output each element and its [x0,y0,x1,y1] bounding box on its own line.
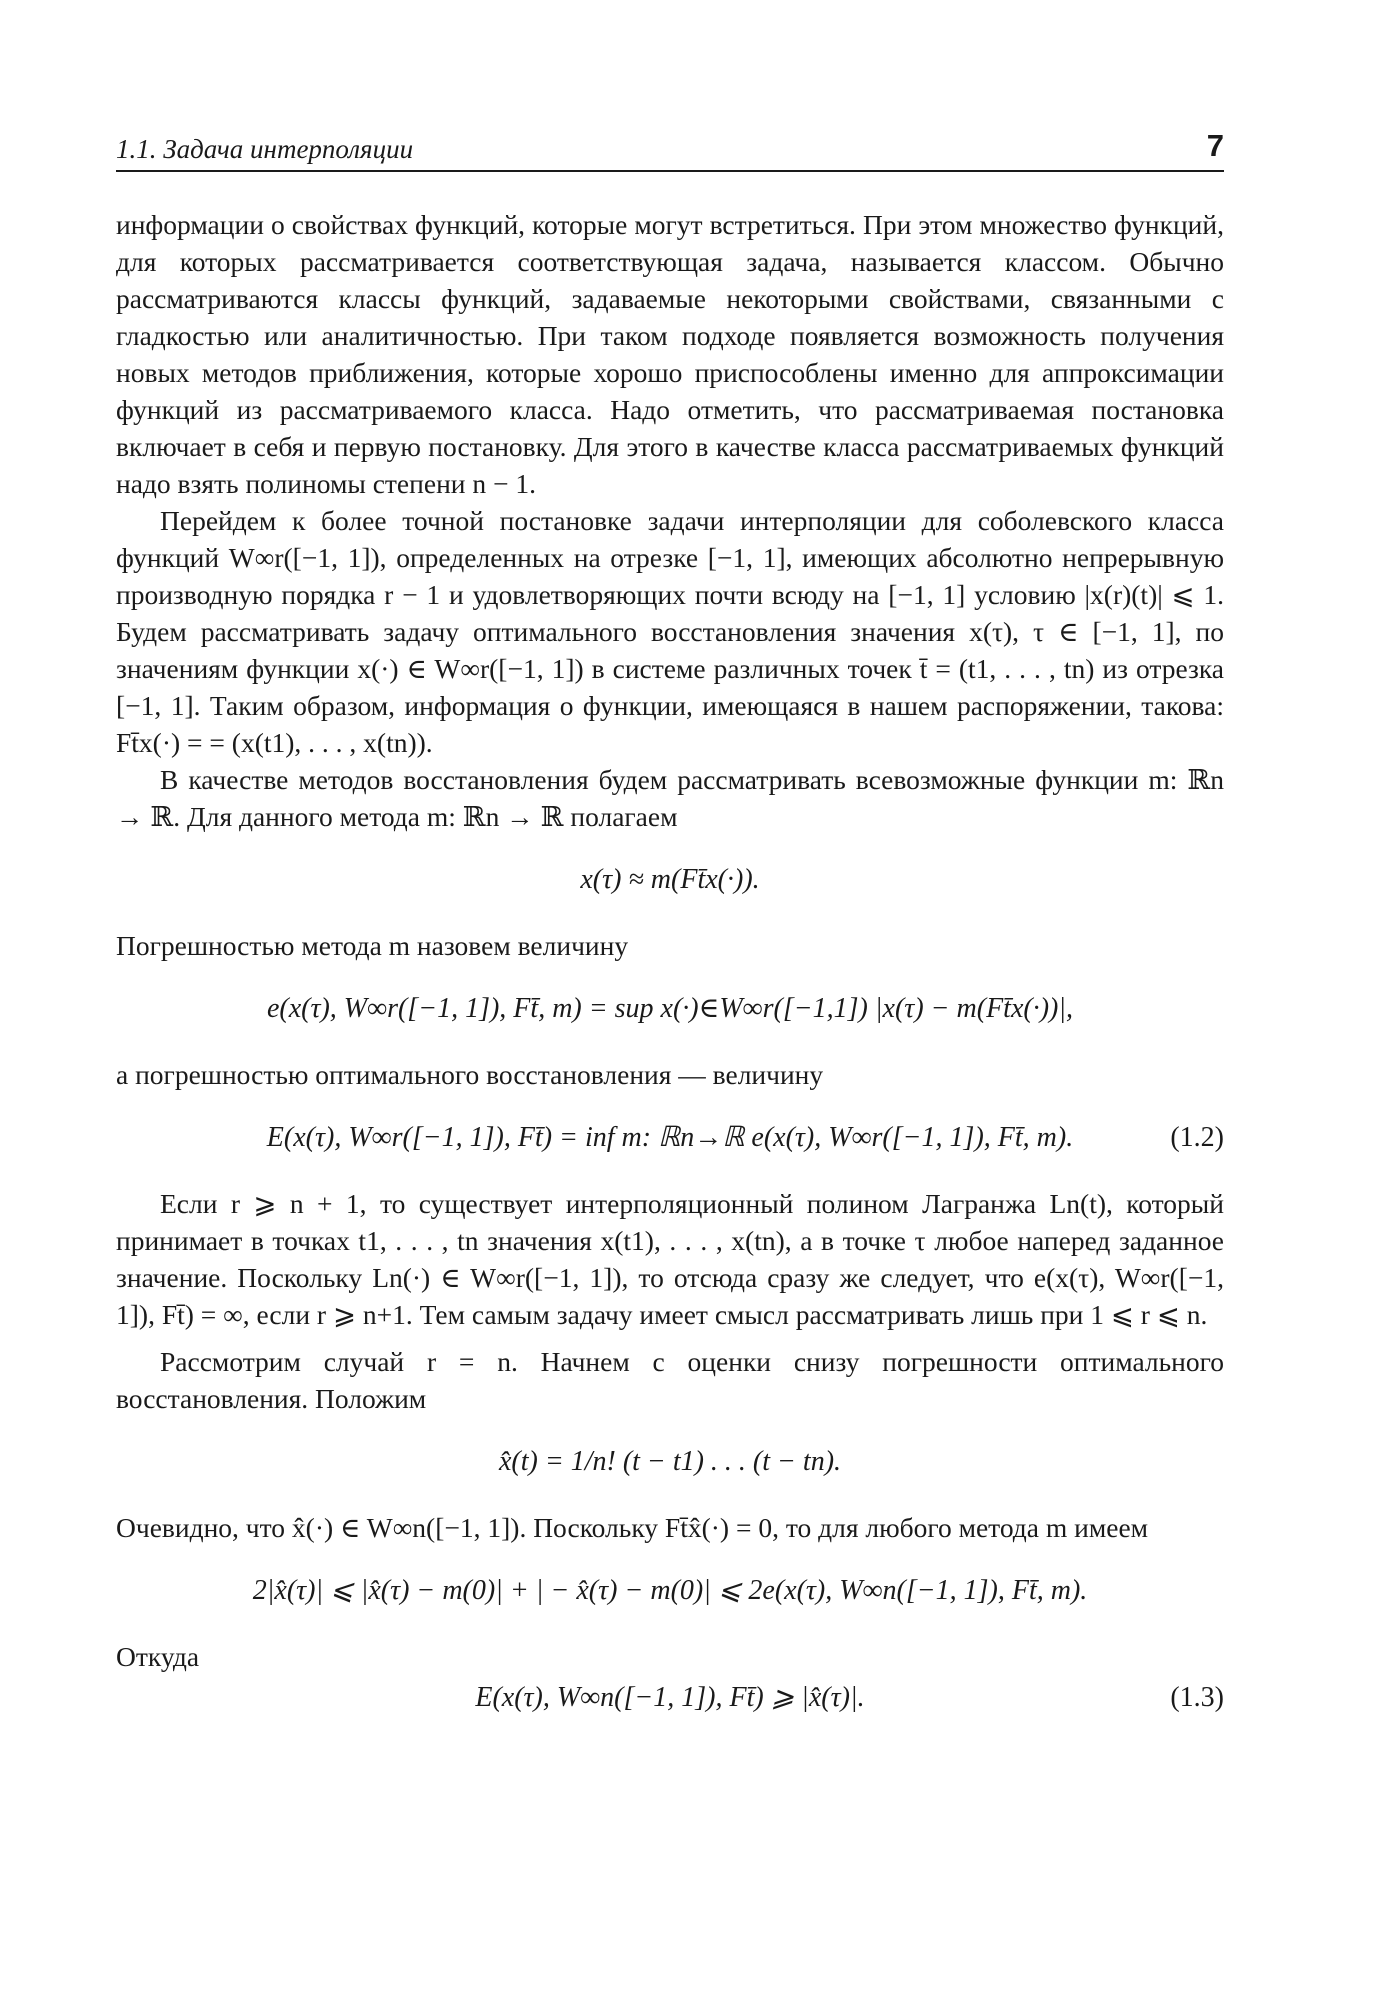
paragraph-6: Если r ⩾ n + 1, то существует интерполяционный полином Лагранжа Ln(t), который принимает в точках t1, . . . , tn значения x(t1), . . . , x(tn), а в точке τ любое наперед заданное значение. Поскольку Ln(·) ∈ W∞r([−1, 1]), то отсюда сразу же следует, что e(x(τ), W∞r([−1, 1]), Ft̄) = ∞, если r ⩾ n+1. Тем самым задачу имеет смысл рассматривать лишь при 1 ⩽ r ⩽ n. [116,1188,1224,1330]
formula-method-error: e(x(τ), W∞r([−1, 1]), Ft̄, m) = sup x(·)∈W∞r([−1,1]) |x(τ) − m(Ft̄x(·))|, [266,993,1074,1024]
formula-approximation: x(τ) ≈ m(Ft̄x(·)). [580,864,760,895]
paragraph-1: информации о свойствах функций, которые могут встретиться. При этом множество функций, для которых рассматривается соответствующая задача, называется классом. Обычно рассматриваются классы функций, задаваемые некоторыми свойствами, связанными с гладкостью или аналитичностью. При таком подходе появляется возможность получения новых методов приближения, которые хорошо приспособлены именно для аппроксимации функций из рассматриваемого класса. Надо отметить, что рассматриваемая постановка включает в себя и первую постановку. Для этого в качестве класса рассматриваемых функций надо взять полиномы степени n − 1. [116,209,1224,499]
paragraph-8: Очевидно, что x̂(·) ∈ W∞n([−1, 1]). Поскольку Ft̄x̂(·) = 0, то для любого метода m имеем [116,1512,1149,1543]
page-body [116,206,1224,1719]
paragraph-5: а погрешностью оптимального восстановления — величину [116,1059,824,1090]
paragraph-3: В качестве методов восстановления будем рассматривать всевозможные функции m: ℝn → ℝ. Для данного метода m: ℝn → ℝ полагаем [116,764,1224,832]
page-number: 7 [1206,128,1224,163]
paragraph-7: Рассмотрим случай r = n. Начнем с оценки снизу погрешности оптимального восстановления. Положим [116,1346,1224,1414]
formula-1-2 [116,1119,1224,1159]
paragraph-4: Погрешностью метода m назовем величину [116,930,629,961]
paragraph-9: Откуда [116,1641,200,1672]
formula-x-hat: x̂(t) = 1/n! (t − t1) . . . (t − tn). [498,1446,842,1477]
equation-number-1-3: (1.3) [1170,1682,1224,1713]
equation-number-1-2: (1.2) [1170,1122,1224,1153]
section-title: 1.1. Задача интерполяции [116,134,414,164]
formula-1-2-body: E(x(τ), W∞r([−1, 1]), Ft̄) = inf m: ℝn→ℝ e(x(τ), W∞r([−1, 1]), Ft̄, m). [266,1122,1074,1153]
formula-inequality: 2|x̂(τ)| ⩽ |x̂(τ) − m(0)| + | − x̂(τ) − m(0)| ⩽ 2e(x(τ), W∞n([−1, 1]), Ft̄, m). [252,1575,1088,1606]
formula-1-3-body: E(x(τ), W∞n([−1, 1]), Ft̄) ⩾ |x̂(τ)|. [475,1682,865,1713]
formula-1-3 [116,1679,1224,1719]
paragraph-2: Перейдем к более точной постановке задачи интерполяции для соболевского класса функций W∞r([−1, 1]), определенных на отрезке [−1, 1], имеющих абсолютно непрерывную производную порядка r − 1 и удовлетворяющих почти всюду на [−1, 1] условию |x(r)(t)| ⩽ 1. Будем рассматривать задачу оптимального восстановления значения x(τ), τ ∈ [−1, 1], по значениям функции x(·) ∈ W∞r([−1, 1]) в системе различных точек t̄ = (t1, . . . , tn) из отрезка [−1, 1]. Таким образом, информация о функции, имеющаяся в нашем распоряжении, такова: Ft̄x(·) = = (x(t1), . . . , x(tn)). [116,505,1224,758]
running-header [116,130,1224,172]
book-page [116,130,1224,1745]
